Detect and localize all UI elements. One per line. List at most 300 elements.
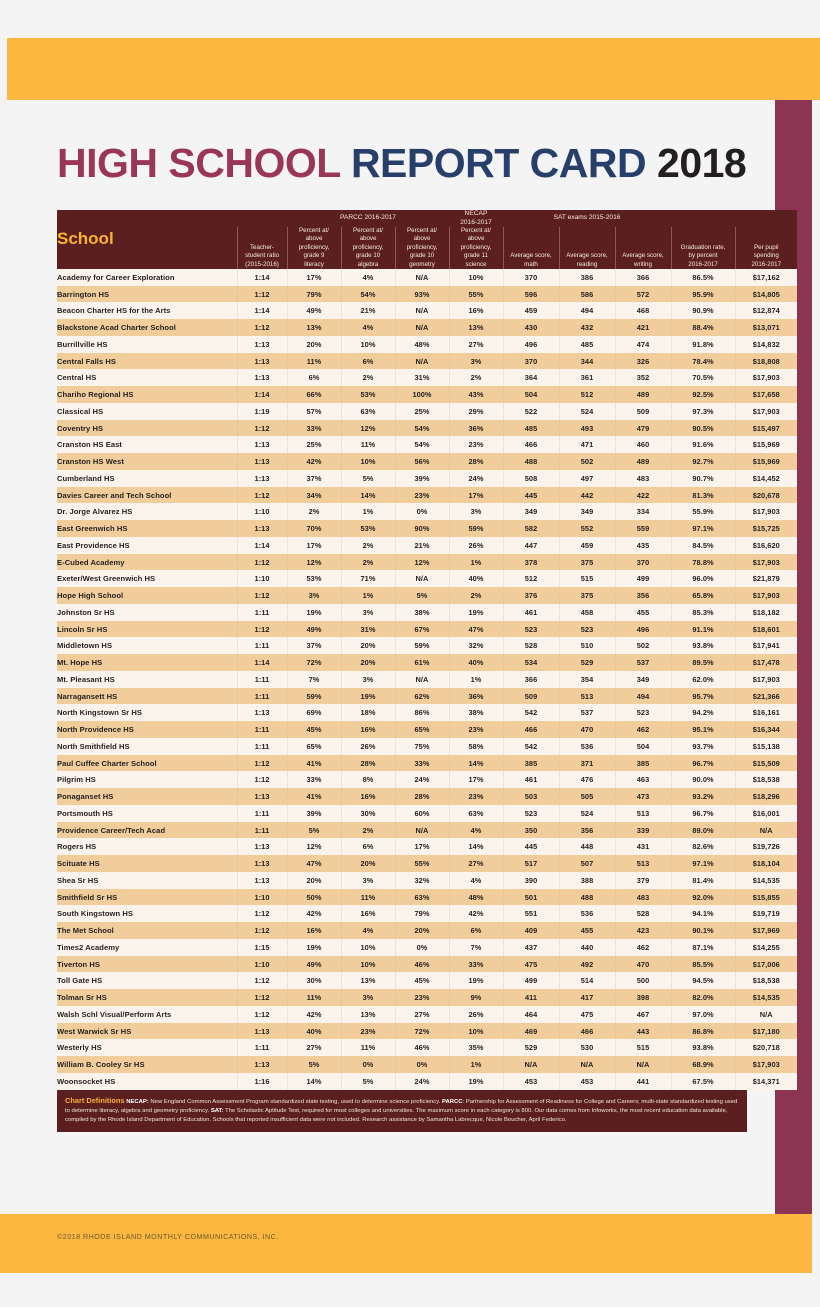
school-name-cell: Smithfield Sr HS	[57, 889, 237, 906]
school-name-cell: Tolman Sr HS	[57, 989, 237, 1006]
data-cell: 504	[615, 738, 671, 755]
data-cell: 6%	[341, 353, 395, 370]
data-cell: 445	[503, 838, 559, 855]
data-cell: 39%	[395, 470, 449, 487]
data-cell: 41%	[287, 788, 341, 805]
data-cell: 470	[559, 721, 615, 738]
table-row	[57, 319, 797, 336]
data-cell: 542	[503, 704, 559, 721]
table-row	[57, 302, 797, 319]
data-cell: $15,138	[735, 738, 797, 755]
table-row	[57, 269, 797, 286]
data-cell: 375	[559, 587, 615, 604]
data-cell: 496	[615, 621, 671, 638]
table-row	[57, 905, 797, 922]
data-cell: 48%	[395, 336, 449, 353]
data-cell: 38%	[449, 704, 503, 721]
data-cell: 485	[503, 420, 559, 437]
data-cell: 92.7%	[671, 453, 735, 470]
table-row	[57, 1006, 797, 1023]
data-cell: 354	[559, 671, 615, 688]
data-cell: 89.5%	[671, 654, 735, 671]
data-cell: 40%	[449, 654, 503, 671]
group-header-sat: SAT exams 2015-2016	[503, 210, 671, 227]
data-cell: N/A	[615, 1056, 671, 1073]
data-cell: 361	[559, 369, 615, 386]
data-cell: 1:13	[237, 436, 287, 453]
data-cell: 23%	[395, 487, 449, 504]
data-cell: 1:14	[237, 269, 287, 286]
data-cell: 20%	[287, 872, 341, 889]
table-head	[57, 210, 797, 269]
table-row	[57, 654, 797, 671]
data-cell: $15,969	[735, 436, 797, 453]
school-name-cell: Walsh Schl Visual/Perform Arts	[57, 1006, 237, 1023]
data-cell: 508	[503, 470, 559, 487]
school-name-cell: Toll Gate HS	[57, 972, 237, 989]
data-cell: $17,969	[735, 922, 797, 939]
data-cell: 0%	[341, 1056, 395, 1073]
school-name-cell: The Met School	[57, 922, 237, 939]
data-cell: 75%	[395, 738, 449, 755]
data-cell: 85.5%	[671, 956, 735, 973]
data-cell: 448	[559, 838, 615, 855]
data-cell: 58%	[449, 738, 503, 755]
data-cell: 21%	[341, 302, 395, 319]
data-cell: 0%	[395, 503, 449, 520]
data-cell: 48%	[449, 889, 503, 906]
data-cell: 536	[559, 738, 615, 755]
data-cell: N/A	[395, 302, 449, 319]
data-cell: 3%	[341, 671, 395, 688]
data-cell: 97.1%	[671, 855, 735, 872]
data-cell: 10%	[341, 336, 395, 353]
school-name-cell: West Warwick Sr HS	[57, 1023, 237, 1040]
data-cell: 9%	[449, 989, 503, 1006]
data-cell: 59%	[449, 520, 503, 537]
data-cell: 489	[615, 453, 671, 470]
data-cell: 1:13	[237, 855, 287, 872]
data-cell: 423	[615, 922, 671, 939]
group-spacer-grad	[671, 210, 735, 227]
data-cell: 0%	[395, 1056, 449, 1073]
school-name-cell: Burrillville HS	[57, 336, 237, 353]
table-row	[57, 704, 797, 721]
data-cell: 95.1%	[671, 721, 735, 738]
report-card-table-container	[57, 210, 782, 1132]
data-cell: 40%	[449, 570, 503, 587]
data-cell: 13%	[341, 972, 395, 989]
data-cell: 492	[559, 956, 615, 973]
data-cell: 417	[559, 989, 615, 1006]
data-cell: 46%	[395, 956, 449, 973]
data-cell: 379	[615, 872, 671, 889]
data-cell: 37%	[287, 637, 341, 654]
data-cell: 366	[503, 671, 559, 688]
data-cell: 455	[559, 922, 615, 939]
data-cell: $17,658	[735, 386, 797, 403]
data-cell: 25%	[287, 436, 341, 453]
data-cell: 40%	[287, 1023, 341, 1040]
group-header-parcc: PARCC 2016-2017	[287, 210, 449, 227]
bottom-orange-band	[0, 1214, 812, 1273]
data-cell: 460	[615, 436, 671, 453]
data-cell: 94.1%	[671, 905, 735, 922]
data-cell: 523	[559, 621, 615, 638]
data-cell: 29%	[449, 403, 503, 420]
data-cell: 23%	[449, 788, 503, 805]
copyright-notice: ©2018 RHODE ISLAND MONTHLY COMMUNICATIONS, INC.	[57, 1232, 279, 1241]
data-cell: 596	[503, 286, 559, 303]
data-cell: 97.0%	[671, 1006, 735, 1023]
data-cell: 20%	[395, 922, 449, 939]
data-cell: 33%	[449, 956, 503, 973]
data-cell: 1%	[341, 587, 395, 604]
data-cell: 27%	[449, 336, 503, 353]
data-cell: $21,366	[735, 688, 797, 705]
data-cell: 36%	[449, 420, 503, 437]
data-cell: 13%	[287, 319, 341, 336]
school-name-cell: North Kingstown Sr HS	[57, 704, 237, 721]
data-cell: 534	[503, 654, 559, 671]
data-cell: 17%	[287, 537, 341, 554]
data-cell: 529	[559, 654, 615, 671]
data-cell: 1:12	[237, 420, 287, 437]
data-cell: 53%	[287, 570, 341, 587]
data-cell: $18,808	[735, 353, 797, 370]
data-cell: 10%	[341, 939, 395, 956]
table-row	[57, 386, 797, 403]
data-cell: 463	[615, 771, 671, 788]
data-cell: 364	[503, 369, 559, 386]
table-row	[57, 470, 797, 487]
data-cell: 6%	[341, 838, 395, 855]
data-cell: 582	[503, 520, 559, 537]
data-cell: 88.4%	[671, 319, 735, 336]
data-cell: 455	[615, 604, 671, 621]
data-cell: 1:13	[237, 353, 287, 370]
data-cell: 10%	[449, 269, 503, 286]
data-cell: 586	[559, 286, 615, 303]
data-cell: 1:11	[237, 671, 287, 688]
data-cell: 93%	[395, 286, 449, 303]
data-cell: 467	[615, 1006, 671, 1023]
data-cell: 494	[559, 302, 615, 319]
data-cell: 1:11	[237, 822, 287, 839]
data-cell: 513	[559, 688, 615, 705]
data-cell: 537	[559, 704, 615, 721]
table-row	[57, 570, 797, 587]
data-cell: 1:13	[237, 520, 287, 537]
school-name-cell: East Providence HS	[57, 537, 237, 554]
data-cell: 42%	[287, 1006, 341, 1023]
column-header-5: Average score, math	[503, 227, 559, 269]
data-cell: 84.5%	[671, 537, 735, 554]
data-cell: 6%	[449, 922, 503, 939]
table-row	[57, 621, 797, 638]
data-cell: 386	[559, 269, 615, 286]
data-cell: 502	[559, 453, 615, 470]
school-name-cell: Classical HS	[57, 403, 237, 420]
table-row	[57, 1039, 797, 1056]
data-cell: 12%	[341, 420, 395, 437]
data-cell: 2%	[341, 369, 395, 386]
data-cell: 1:13	[237, 453, 287, 470]
school-name-cell: Academy for Career Exploration	[57, 269, 237, 286]
school-name-cell: Middletown HS	[57, 637, 237, 654]
data-cell: 1:12	[237, 905, 287, 922]
data-cell: 523	[615, 704, 671, 721]
data-cell: $15,497	[735, 420, 797, 437]
data-cell: 513	[615, 855, 671, 872]
data-cell: N/A	[735, 822, 797, 839]
data-cell: 10%	[341, 956, 395, 973]
data-cell: 54%	[341, 286, 395, 303]
data-cell: 45%	[395, 972, 449, 989]
school-name-cell: Coventry HS	[57, 420, 237, 437]
data-cell: 1:11	[237, 738, 287, 755]
data-cell: 1:12	[237, 319, 287, 336]
data-cell: 497	[559, 470, 615, 487]
data-cell: 409	[503, 922, 559, 939]
data-cell: 59%	[287, 688, 341, 705]
data-cell: 11%	[341, 436, 395, 453]
table-row	[57, 503, 797, 520]
data-cell: 92.0%	[671, 889, 735, 906]
data-cell: 14%	[341, 487, 395, 504]
data-cell: 1:12	[237, 286, 287, 303]
data-cell: $17,478	[735, 654, 797, 671]
school-name-cell: Woonsocket HS	[57, 1073, 237, 1090]
data-cell: 53%	[341, 520, 395, 537]
data-cell: 485	[559, 336, 615, 353]
school-name-cell: Ponaganset HS	[57, 788, 237, 805]
table-row	[57, 688, 797, 705]
data-cell: 91.6%	[671, 436, 735, 453]
school-name-cell: Davies Career and Tech School	[57, 487, 237, 504]
data-cell: 537	[615, 654, 671, 671]
data-cell: 19%	[449, 972, 503, 989]
school-name-cell: Cumberland HS	[57, 470, 237, 487]
school-name-cell: Portsmouth HS	[57, 805, 237, 822]
data-cell: 445	[503, 487, 559, 504]
data-cell: 85.3%	[671, 604, 735, 621]
page-title	[57, 140, 746, 187]
data-cell: 10%	[449, 1023, 503, 1040]
data-cell: 65.8%	[671, 587, 735, 604]
data-cell: 39%	[287, 805, 341, 822]
table-row	[57, 788, 797, 805]
data-cell: 1:14	[237, 386, 287, 403]
data-cell: 2%	[449, 369, 503, 386]
data-cell: 524	[559, 805, 615, 822]
data-cell: 19%	[287, 939, 341, 956]
data-cell: 494	[615, 688, 671, 705]
data-cell: 466	[503, 721, 559, 738]
data-cell: 86%	[395, 704, 449, 721]
data-cell: N/A	[395, 671, 449, 688]
data-cell: 1:12	[237, 755, 287, 772]
group-spacer	[237, 210, 287, 227]
data-cell: 82.0%	[671, 989, 735, 1006]
data-cell: 443	[615, 1023, 671, 1040]
data-cell: 509	[503, 688, 559, 705]
school-name-cell: Cranston HS East	[57, 436, 237, 453]
data-cell: 63%	[449, 805, 503, 822]
data-cell: 25%	[395, 403, 449, 420]
data-cell: 14%	[449, 838, 503, 855]
data-cell: $17,180	[735, 1023, 797, 1040]
data-cell: N/A	[559, 1056, 615, 1073]
data-cell: 6%	[287, 369, 341, 386]
data-cell: 26%	[449, 537, 503, 554]
data-cell: 42%	[449, 905, 503, 922]
data-cell: 56%	[395, 453, 449, 470]
school-name-cell: East Greenwich HS	[57, 520, 237, 537]
data-cell: 390	[503, 872, 559, 889]
data-cell: 1:13	[237, 1056, 287, 1073]
data-cell: 1:12	[237, 554, 287, 571]
data-cell: 13%	[449, 319, 503, 336]
data-cell: $17,941	[735, 637, 797, 654]
data-cell: 559	[615, 520, 671, 537]
data-cell: 1:13	[237, 1023, 287, 1040]
data-cell: 461	[503, 771, 559, 788]
data-cell: 1:12	[237, 1006, 287, 1023]
data-cell: 461	[503, 604, 559, 621]
school-name-cell: Chariho Regional HS	[57, 386, 237, 403]
data-cell: 468	[615, 302, 671, 319]
data-cell: 432	[559, 319, 615, 336]
data-cell: 86.5%	[671, 269, 735, 286]
school-name-cell: E-Cubed Academy	[57, 554, 237, 571]
data-cell: 72%	[287, 654, 341, 671]
data-cell: 32%	[395, 872, 449, 889]
data-cell: 27%	[449, 855, 503, 872]
data-cell: 356	[615, 587, 671, 604]
group-header-necap	[449, 210, 503, 227]
data-cell: 93.8%	[671, 1039, 735, 1056]
table-row	[57, 939, 797, 956]
high-school-data-table	[57, 210, 797, 1090]
school-name-cell: Mt. Hope HS	[57, 654, 237, 671]
table-row	[57, 1073, 797, 1090]
table-row	[57, 537, 797, 554]
table-row	[57, 1056, 797, 1073]
data-cell: 437	[503, 939, 559, 956]
data-cell: 90.5%	[671, 420, 735, 437]
data-cell: 459	[559, 537, 615, 554]
table-row	[57, 855, 797, 872]
data-cell: 3%	[449, 353, 503, 370]
data-cell: 27%	[395, 1006, 449, 1023]
column-header-8: Graduation rate, by percent 2016-2017	[671, 227, 735, 269]
data-cell: 23%	[449, 436, 503, 453]
table-row	[57, 286, 797, 303]
data-cell: 14%	[449, 755, 503, 772]
data-cell: 488	[503, 453, 559, 470]
school-name-cell: Beacon Charter HS for the Arts	[57, 302, 237, 319]
data-cell: 91.8%	[671, 336, 735, 353]
data-cell: 42%	[287, 905, 341, 922]
data-cell: 71%	[341, 570, 395, 587]
data-cell: 93.8%	[671, 637, 735, 654]
data-cell: 49%	[287, 956, 341, 973]
data-cell: 466	[559, 1023, 615, 1040]
data-cell: $14,535	[735, 872, 797, 889]
data-cell: 4%	[341, 922, 395, 939]
data-cell: 68.9%	[671, 1056, 735, 1073]
data-cell: $17,903	[735, 403, 797, 420]
data-cell: 479	[615, 420, 671, 437]
data-cell: 502	[615, 637, 671, 654]
data-cell: 398	[615, 989, 671, 1006]
data-cell: $16,161	[735, 704, 797, 721]
data-cell: 1%	[341, 503, 395, 520]
group-spacer-spending	[735, 210, 797, 227]
data-cell: 1:10	[237, 956, 287, 973]
data-cell: 63%	[395, 889, 449, 906]
data-cell: 1:14	[237, 302, 287, 319]
data-cell: 7%	[449, 939, 503, 956]
data-cell: 469	[503, 1023, 559, 1040]
table-row	[57, 604, 797, 621]
data-cell: 33%	[287, 771, 341, 788]
data-cell: 47%	[449, 621, 503, 638]
data-cell: 24%	[395, 1073, 449, 1090]
school-name-cell: Rogers HS	[57, 838, 237, 855]
data-cell: 94.2%	[671, 704, 735, 721]
data-cell: 512	[559, 386, 615, 403]
data-cell: 60%	[395, 805, 449, 822]
table-row	[57, 922, 797, 939]
data-cell: $16,620	[735, 537, 797, 554]
data-cell: 5%	[341, 1073, 395, 1090]
school-name-cell: Westerly HS	[57, 1039, 237, 1056]
data-cell: 90.7%	[671, 470, 735, 487]
data-cell: 95.7%	[671, 688, 735, 705]
data-cell: $18,601	[735, 621, 797, 638]
table-row	[57, 738, 797, 755]
data-cell: 17%	[395, 838, 449, 855]
table-row	[57, 637, 797, 654]
data-cell: $16,344	[735, 721, 797, 738]
table-row	[57, 353, 797, 370]
data-cell: $17,903	[735, 554, 797, 571]
data-cell: 411	[503, 989, 559, 1006]
data-cell: 3%	[341, 604, 395, 621]
data-cell: $17,903	[735, 671, 797, 688]
data-cell: N/A	[735, 1006, 797, 1023]
data-cell: 366	[615, 269, 671, 286]
data-cell: 19%	[449, 604, 503, 621]
data-cell: 5%	[287, 1056, 341, 1073]
data-cell: 1:13	[237, 336, 287, 353]
table-row	[57, 771, 797, 788]
data-cell: $18,538	[735, 771, 797, 788]
data-cell: 12%	[287, 838, 341, 855]
data-cell: 470	[615, 956, 671, 973]
data-cell: $12,874	[735, 302, 797, 319]
data-cell: 1:11	[237, 637, 287, 654]
data-cell: 30%	[341, 805, 395, 822]
data-cell: $18,182	[735, 604, 797, 621]
column-header-9: Per pupil spending 2016-2017	[735, 227, 797, 269]
data-cell: 339	[615, 822, 671, 839]
column-header-1: Percent at/ above proficiency, grade 9 literacy	[287, 227, 341, 269]
data-cell: 20%	[341, 855, 395, 872]
data-cell: 16%	[341, 721, 395, 738]
